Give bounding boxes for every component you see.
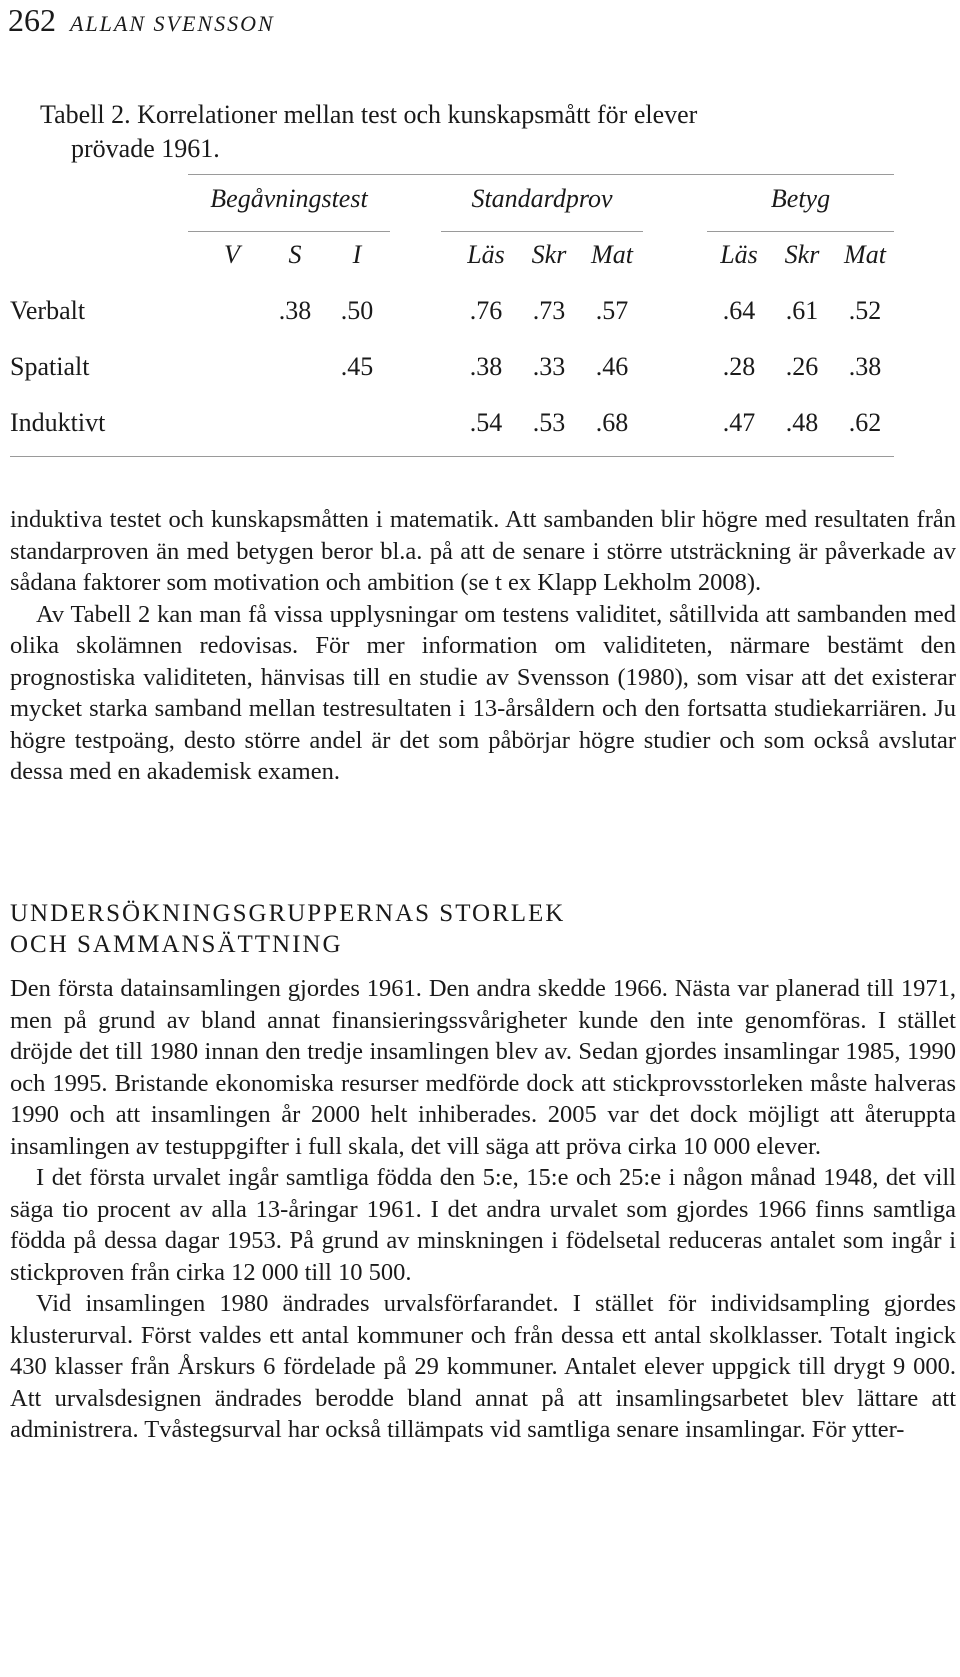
table-group-rule [707,231,894,232]
table-column-header: Läs [467,240,505,269]
table-caption [40,98,920,166]
table-column-header: Mat [844,240,886,269]
table-group-header: Betyg [770,184,831,213]
table-column-header: Läs [720,240,758,269]
table-cell: .38 [848,352,882,381]
table-cell: .62 [848,408,882,437]
table-cell: .26 [785,352,819,381]
table-row-label: Spatialt [10,352,90,381]
paragraph: Den första datainsamlingen gjordes 1961. Den andra skedde 1966. Nästa var planerad till 1971, men på grund av bland annat finansieringssvårigheter kunde den inte genomföras. I stället dröjde det till 1980 innan den tredje insamlingen blev av. Sedan gjordes insamlingar 1985, 1990 och 1995. Bristande ekonomiska resurser medförde dock att stickprovsstorleken måste halveras 1990 och att insamlingen år 2000 helt inhiberades. 2005 var det dock möjligt att återuppta insamlingen av testuppgifter i full skala, det vill säga att pröva cirka 10 000 elever. [10,975,956,1160]
paragraph: Av Tabell 2 kan man få vissa upplysningar om testens validitet, såtillvida att sambanden med olika skolämnen redovisas. För mer information om validiteten, närmare bestämt den prognostiska validiteten, hänvisas till en studie av Svensson (1980), som visar att det existerar mycket starka samband mellan testresultaten i 13-årsåldern och den fortsatta studiekarriären. Ju högre testpoäng, desto större andel är det som påbörjar högre studier och som också avslutar dessa med en akademisk examen. [10,600,956,785]
table-cell: .52 [848,296,882,325]
table-cell: .53 [532,408,566,437]
body-text-lower [10,973,956,1446]
section-heading-line-1: UNDERSÖKNINGSGRUPPERNAS STORLEK [10,900,566,927]
table-column-header: Mat [591,240,633,269]
table-cell: .61 [785,296,819,325]
paragraph: I det första urvalet ingår samtliga födda den 5:e, 15:e och 25:e i någon månad 1948, det vill säga tio procent av alla 13-åringar 1961. I det andra urvalet som gjordes 1966 finns samtliga födda på dessa dagar 1953. På grund av minskningen i födelsetal reduceras antalet som ingår i stickproven från cirka 12 000 till 10 500. [10,1164,956,1286]
table-row-label: Induktivt [10,408,106,437]
page-number: 262 [8,2,56,38]
table-cell: .38 [469,352,503,381]
table-cell: .64 [722,296,756,325]
body-text-upper [10,504,956,788]
table-cell: .73 [532,296,566,325]
paragraph: induktiva testet och kunskapsmåtten i matematik. Att sambanden blir högre med resultaten från standarproven än med betygen beror bl.a. på att de senare i större utsträckning är påverkade av sådana faktorer som motivation och ambition (se t ex Klapp Lekholm 2008). [10,506,956,596]
table-bottom-rule [10,456,894,457]
table-top-rule [188,174,894,175]
table-group-header: Begåvningstest [210,184,368,213]
table-cell: .57 [595,296,629,325]
table-caption-line-2: prövade 1961. [71,134,220,163]
table-cell: .46 [595,352,629,381]
running-head-author: ALLAN SVENSSON [70,11,275,36]
section-heading-line-2: OCH SAMMANSÄTTNING [10,931,343,958]
table-cell: .50 [340,296,374,325]
table-cell: .28 [722,352,756,381]
table-cell: .33 [532,352,566,381]
table-group-header: Standardprov [471,184,613,213]
table-cell: .45 [340,352,374,381]
table-column-header: Skr [784,240,820,269]
table-cell: .76 [469,296,503,325]
table-column-header: S [288,240,302,269]
section-heading [10,898,956,960]
table-column-header: V [224,240,240,269]
table-cell: .47 [722,408,756,437]
table-row-label: Verbalt [10,296,86,325]
table-cell: .54 [469,408,503,437]
table-group-rule [441,231,643,232]
table-group-rule [188,231,390,232]
table-cell: .48 [785,408,819,437]
table-column-header: Skr [531,240,567,269]
paragraph: Vid insamlingen 1980 ändrades urvalsförfarandet. I stället för individsampling gjordes klusterurval. Först valdes ett antal kommuner och från dessa ett antal skolklasser. Totalt ingick 430 klasser från Årskurs 6 fördelade på 29 kommuner. Antalet elever uppgick till drygt 9 000. Att urvalsdesignen ändrades berodde bland annat på att insamlingsarbetet blev lättare att administrera. Tvåstegsurval har också tillämpats vid samtliga senare insamlingar. För ytter- [10,1290,956,1443]
table-cell: .68 [595,408,629,437]
running-head [8,2,275,39]
table-cell: .38 [278,296,312,325]
table-column-header: I [352,240,362,269]
table-caption-line-1: Tabell 2. Korrelationer mellan test och kunskapsmått för elever [40,100,698,129]
